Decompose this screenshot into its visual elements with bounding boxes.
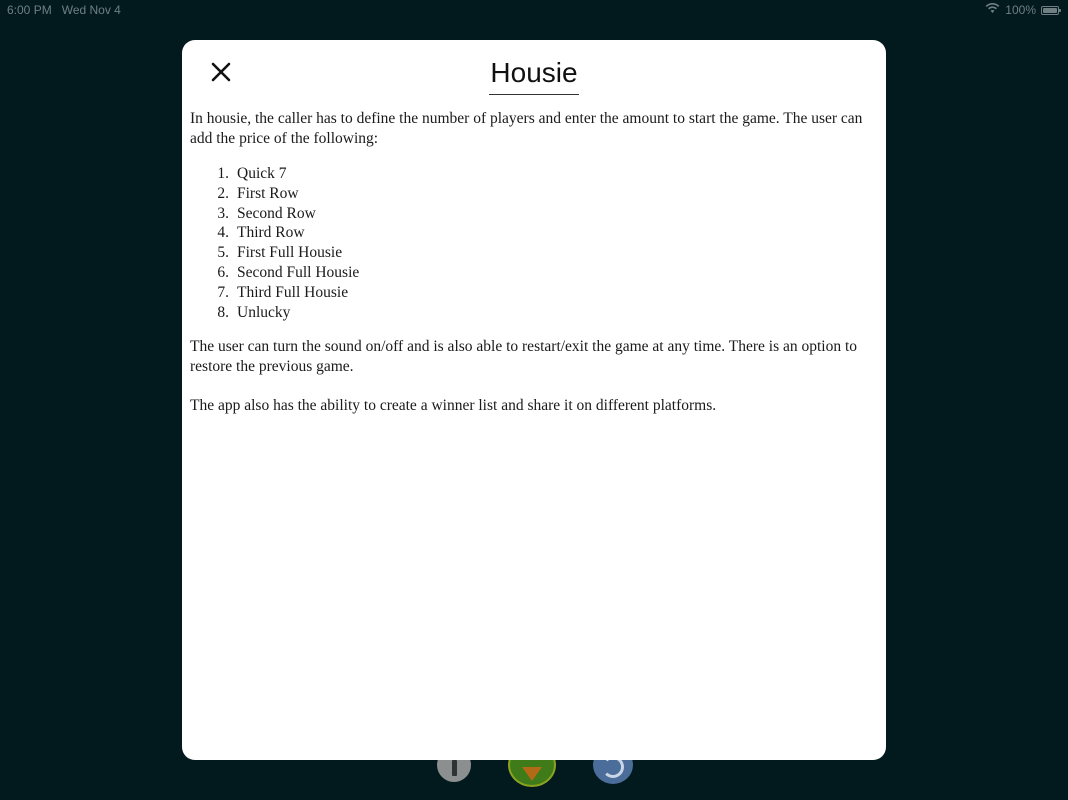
list-item-number: 5.: [217, 244, 229, 262]
list-item: [190, 283, 878, 303]
list-item-number: 1.: [217, 165, 229, 182]
sound-paragraph: The user can turn the sound on/off and is also able to restart/exit the game at any time. There is an option to restore the previous game.: [190, 338, 858, 376]
modal-content: [190, 109, 878, 416]
battery-icon: [1041, 6, 1059, 15]
status-time: 6:00 PM: [7, 3, 52, 17]
list-item: [190, 263, 878, 283]
list-item-label: Quick 7: [237, 165, 287, 182]
list-item-number: 6.: [217, 263, 229, 281]
list-item: [190, 303, 878, 323]
list-item: [190, 223, 878, 243]
status-left: [7, 3, 121, 17]
list-item-label: Second Row: [237, 204, 316, 222]
prize-list: [190, 164, 878, 322]
list-item-number: 7.: [217, 283, 229, 301]
info-modal: [182, 40, 886, 760]
status-right: [985, 3, 1059, 17]
list-item-number: 2.: [217, 184, 229, 202]
status-date: Wed Nov 4: [61, 3, 121, 17]
intro-paragraph: In housie, the caller has to define the number of players and enter the amount to start the game. The user can add the price of the following:: [190, 110, 863, 147]
list-item: [190, 164, 878, 184]
list-item-label: Third Full Housie: [237, 283, 349, 301]
list-item-label: First Row: [237, 184, 299, 202]
wifi-icon: [985, 3, 1000, 17]
modal-title: [182, 54, 886, 95]
list-item-label: First Full Housie: [237, 244, 343, 262]
list-item: [190, 184, 878, 204]
list-item-number: 4.: [217, 224, 229, 242]
status-bar: [0, 0, 1068, 20]
list-item: [190, 243, 878, 263]
list-item-label: Third Row: [237, 224, 305, 242]
battery-percent: 100%: [1005, 3, 1036, 17]
list-item-number: 8.: [217, 303, 229, 321]
list-item-number: 3.: [217, 204, 229, 222]
list-item-label: Second Full Housie: [237, 263, 360, 281]
share-paragraph: The app also has the ability to create a winner list and share it on different platforms.: [190, 397, 717, 415]
modal-title-text: Housie: [489, 54, 578, 95]
list-item: [190, 204, 878, 224]
list-item-label: Unlucky: [237, 303, 291, 321]
